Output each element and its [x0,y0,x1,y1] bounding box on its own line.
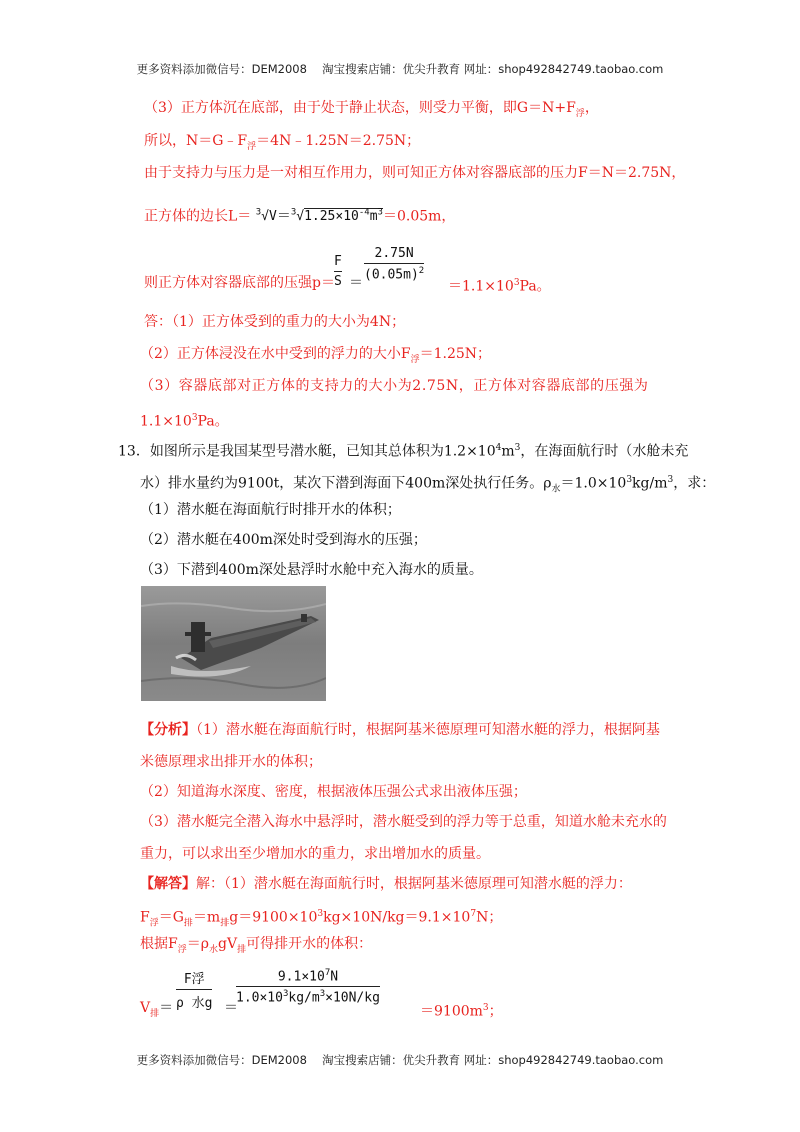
submarine-photo [141,586,326,701]
analysis-line-1: 【分析】（1）潜水艇在海面航行时，根据阿基米德原理可知潜水艇的浮力，根据阿基 [140,722,660,738]
solution-line-4-label: $V_排=$ [140,1000,174,1019]
fraction-pressure-value: 2.75N $(0.05m)^2$ [364,246,425,283]
solution-tag: 【解答】 [140,876,196,892]
q13-part-3: （3）下潜到400m深处悬浮时水舱中充入海水的质量。 [140,562,483,578]
prev-line-3: 由于支持力与压力是一对相互作用力，则可知正方体对容器底部的压力F＝N＝2.75N， [144,165,686,181]
q13-part-1: （1）潜水艇在海面航行时排开水的体积； [140,502,401,518]
q13-part-2: （2）潜水艇在400m深处时受到海水的压强； [140,532,427,548]
solution-line-1: 【解答】解：（1）潜水艇在海面航行时，根据阿基米德原理可知潜水艇的浮力： [140,876,632,892]
q13-line-2: 水）排水量约为9100t，某次下潜到海面下400m深处执行任务。$\rho_水=1.0\times 10^3kg/m^3$，求： [140,475,716,495]
prev-line-4-cube-side: 正方体的边长$L= ^3√V=^3√1.25\times 10^{-4}m^3=0.05m$， [144,208,456,225]
analysis-line-5: 重力，可以求出至少增加水的重力，求出增加水的质量。 [140,846,490,862]
solution-line-2: $F_浮=G_排=m_排g=9100\times 10^3kg\times 10N/kg=9.1\times 10^7N$； [140,909,503,929]
analysis-tag: 【分析】 [140,722,196,738]
fraction-volume-value: $9.1\times 10^7N$ $1.0\times 10^3kg/m^3\times 10N/kg$ [236,968,380,1006]
analysis-line-4: （3）潜水艇完全潜入海水中悬浮时，潜水艇受到的浮力等于总重，知道水舱未充水的 [140,814,667,830]
analysis-line-3: （2）知道海水深度、密度，根据液体压强公式求出液体压强； [140,784,527,800]
fraction-f-over-rho-g: F浮 ρ 水g [176,972,213,1011]
prev-line-2: 所以，$N=G﹣F_浮=4N﹣1.25N=2.75N$； [144,133,421,152]
answer-1: 答：（1）正方体受到的重力的大小为4N； [144,314,406,330]
equals-sign-2: ＝ [224,1000,238,1016]
answer-3-cont: $1.1\times 10^3Pa$。 [140,413,229,430]
analysis-line-2: 米德原理求出排开水的体积； [140,754,322,770]
answer-2: （2）正方体浸没在水中受到的浮力的大小$F_浮=1.25N$； [140,346,492,365]
prev-line-5-pressure-label: 则正方体对容器底部的压强p＝ [144,275,335,291]
volume-result: $=9100m^3$； [420,1003,503,1020]
page-footer: 更多资料添加微信号：DEM2008 淘宝搜索店铺：优尖升教育 网址：shop492842749.taobao.com [136,1053,664,1067]
pressure-result: $=1.1\times 10^3Pa$。 [448,278,551,295]
equals-sign: ＝ [349,275,363,291]
page-header: 更多资料添加微信号：DEM2008 淘宝搜索店铺：优尖升教育 网址：shop492842749.taobao.com [136,62,664,76]
prev-line-1: （3）正方体沉在底部，由于处于静止状态，则受力平衡，即$G=N+F_浮$， [144,100,599,119]
answer-3: （3）容器底部对正方体的支持力的大小为2.75N，正方体对容器底部的压强为 [140,378,649,394]
q13-line-1: 13．如图所示是我国某型号潜水艇，已知其总体积为$1.2\times 10^4m^3$，在海面航行时（水舱未充 [118,443,689,460]
fraction-f-over-s: F S [334,254,342,289]
solution-line-3: 根据$F_浮=\rho_水gV_排$可得排开水的体积： [140,936,373,955]
